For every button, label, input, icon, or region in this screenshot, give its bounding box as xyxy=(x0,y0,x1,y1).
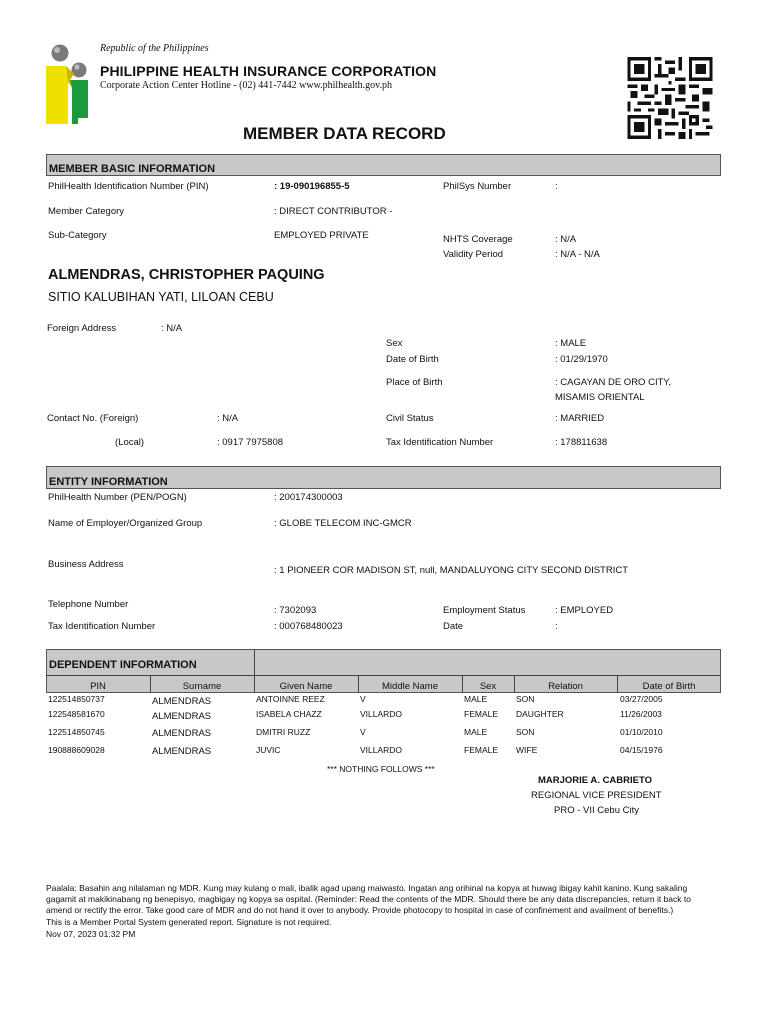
dependent-date-of-birth: 03/27/2005 xyxy=(620,694,663,704)
column-header-middle-name: Middle Name xyxy=(382,681,438,692)
member-basic-section-title: MEMBER BASIC INFORMATION xyxy=(49,163,216,175)
member-tin-value: : 178811638 xyxy=(555,437,608,448)
sex-label: Sex xyxy=(386,338,403,349)
business-address-label: Business Address xyxy=(48,559,124,570)
footer-notice xyxy=(46,883,718,940)
civil-status-value: : MARRIED xyxy=(555,413,605,424)
dependent-middle-name: V xyxy=(360,727,366,737)
column-header-pin: PIN xyxy=(90,681,106,692)
dependent-date-of-birth: 11/26/2003 xyxy=(620,709,662,719)
nothing-follows-note: *** NOTHING FOLLOWS *** xyxy=(327,764,435,774)
column-header-sex: Sex xyxy=(479,681,497,692)
document-title: MEMBER DATA RECORD xyxy=(243,124,446,143)
dependent-given-name: ISABELA CHAZZ xyxy=(256,709,322,719)
dependent-date-of-birth: 04/15/1976 xyxy=(620,745,663,755)
reminder-text: Paalala: Basahin ang nilalaman ng MDR. Kung may kulang o mali, ibalik agad upang maiwasto. Ingatan ang orihinal na kopya at huwag ibigay kahit kanino. Kung sakaling gagamit at makikinabang ng benepisyo, magbigay ng kopya sa ospital. (Reminder: Read the contents of the MDR. Should there be any data discrepancies, return it back to amend or rectify the error. Take good care of MDR and do not hand it over to anybody. Provide photocopy to hospital in case of confinement and availment of benefits.) xyxy=(46,883,691,915)
hotline-text: Corporate Action Center Hotline - (02) 441-7442 www.philhealth.gov.ph xyxy=(100,80,392,91)
dependent-relation: WIFE xyxy=(516,745,538,755)
entity-section-title: ENTITY INFORMATION xyxy=(49,476,168,488)
signatory-name: MARJORIE A. CABRIETO xyxy=(538,775,653,786)
philhealth-logo xyxy=(44,44,92,128)
dependent-pin: 122514850737 xyxy=(48,694,105,704)
dependent-given-name: ANTOINNE REEZ xyxy=(256,694,325,704)
philsys-label: PhilSys Number xyxy=(443,181,512,192)
entity-date-value: : xyxy=(555,621,558,632)
dependent-middle-name: VILLARDO xyxy=(360,745,403,755)
dependent-middle-name: V xyxy=(360,694,366,704)
corporation-name: PHILIPPINE HEALTH INSURANCE CORPORATION xyxy=(100,63,437,79)
generated-timestamp: Nov 07, 2023 01:32 PM xyxy=(46,929,136,939)
member-address: SITIO KALUBIHAN YATI, LILOAN CEBU xyxy=(48,290,274,304)
dob-label: Date of Birth xyxy=(386,354,439,365)
employment-status-value: : EMPLOYED xyxy=(555,605,614,616)
table-divider-top xyxy=(46,675,721,676)
entity-date-label: Date xyxy=(443,621,464,632)
nhts-label: NHTS Coverage xyxy=(443,234,513,245)
dependent-given-name: JUVIC xyxy=(256,745,281,755)
column-header-given-name: Given Name xyxy=(279,681,333,692)
republic-label: Republic of the Philippines xyxy=(100,43,209,54)
member-basic-section-bar xyxy=(46,154,721,176)
dependent-sex: FEMALE xyxy=(464,745,499,755)
column-header-surname: Surname xyxy=(182,681,222,692)
dependent-pin: 190888609028 xyxy=(48,745,105,755)
dependent-given-name: DMITRI RUZZ xyxy=(256,727,311,737)
foreign-address-value: : N/A xyxy=(161,323,183,334)
entity-section-bar xyxy=(46,466,721,489)
pin-value: : 19-090196855-5 xyxy=(274,181,350,192)
dependent-sex: FEMALE xyxy=(464,709,499,719)
pen-value: : 200174300003 xyxy=(274,492,343,503)
contact-local-label: (Local) xyxy=(115,437,145,448)
contact-foreign-value: : N/A xyxy=(217,413,239,424)
system-generated-note: This is a Member Portal System generated report. Signature is not required. xyxy=(46,917,332,927)
contact-local-value: : 0917 7975808 xyxy=(217,437,284,448)
dependent-relation: DAUGHTER xyxy=(516,709,564,719)
dependent-surname: ALMENDRAS xyxy=(152,746,212,757)
pob-value-line2: MISAMIS ORIENTAL xyxy=(555,392,645,403)
dependent-surname: ALMENDRAS xyxy=(152,696,212,707)
sub-category-value: EMPLOYED PRIVATE xyxy=(274,230,369,241)
pin-label: PhilHealth Identification Number (PIN) xyxy=(48,181,209,192)
business-address-value: : 1 PIONEER COR MADISON ST, null, MANDALUYONG CITY SECOND DISTRICT xyxy=(274,565,629,576)
dependent-relation: SON xyxy=(516,727,535,737)
nhts-value: : N/A xyxy=(555,234,577,245)
sex-value: : MALE xyxy=(555,338,587,349)
member-category-value: : DIRECT CONTRIBUTOR - xyxy=(274,206,393,217)
member-category-label: Member Category xyxy=(48,206,125,217)
dependent-date-of-birth: 01/10/2010 xyxy=(620,727,663,737)
pen-label: PhilHealth Number (PEN/POGN) xyxy=(48,492,187,503)
entity-tin-value: : 000768480023 xyxy=(274,621,343,632)
dependent-sex: MALE xyxy=(464,727,488,737)
telephone-label: Telephone Number xyxy=(48,599,129,610)
sub-category-label: Sub-Category xyxy=(48,230,107,241)
validity-label: Validity Period xyxy=(443,249,504,260)
dependent-sex: MALE xyxy=(464,694,488,704)
civil-status-label: Civil Status xyxy=(386,413,434,424)
member-name: ALMENDRAS, CHRISTOPHER PAQUING xyxy=(48,267,325,283)
signatory-title: REGIONAL VICE PRESIDENT xyxy=(531,790,662,801)
pob-label: Place of Birth xyxy=(386,377,443,388)
dob-value: : 01/29/1970 xyxy=(555,354,608,365)
column-header-relation: Relation xyxy=(548,681,583,692)
contact-foreign-label: Contact No. (Foreign) xyxy=(47,413,139,424)
employment-status-label: Employment Status xyxy=(443,605,526,616)
qr-code xyxy=(627,57,713,139)
validity-value: : N/A - N/A xyxy=(555,249,600,260)
column-header-date-of-birth: Date of Birth xyxy=(642,681,696,692)
entity-tin-label: Tax Identification Number xyxy=(48,621,156,632)
signatory-office: PRO - VII Cebu City xyxy=(554,805,639,816)
foreign-address-label: Foreign Address xyxy=(47,323,117,334)
dependent-relation: SON xyxy=(516,694,535,704)
dependent-section-title: DEPENDENT INFORMATION xyxy=(49,659,197,671)
dependent-surname: ALMENDRAS xyxy=(152,728,212,739)
dependent-pin: 122514850745 xyxy=(48,727,105,737)
member-tin-label: Tax Identification Number xyxy=(386,437,494,448)
dependent-middle-name: VILLARDO xyxy=(360,709,403,719)
employer-label: Name of Employer/Organized Group xyxy=(48,518,203,529)
telephone-value: : 7302093 xyxy=(274,605,317,616)
philsys-value: : xyxy=(555,181,558,192)
dependent-pin: 122548581670 xyxy=(48,709,105,719)
pob-value-line1: : CAGAYAN DE ORO CITY, xyxy=(555,377,672,388)
dependent-surname: ALMENDRAS xyxy=(152,711,212,722)
employer-value: : GLOBE TELECOM INC-GMCR xyxy=(274,518,412,529)
